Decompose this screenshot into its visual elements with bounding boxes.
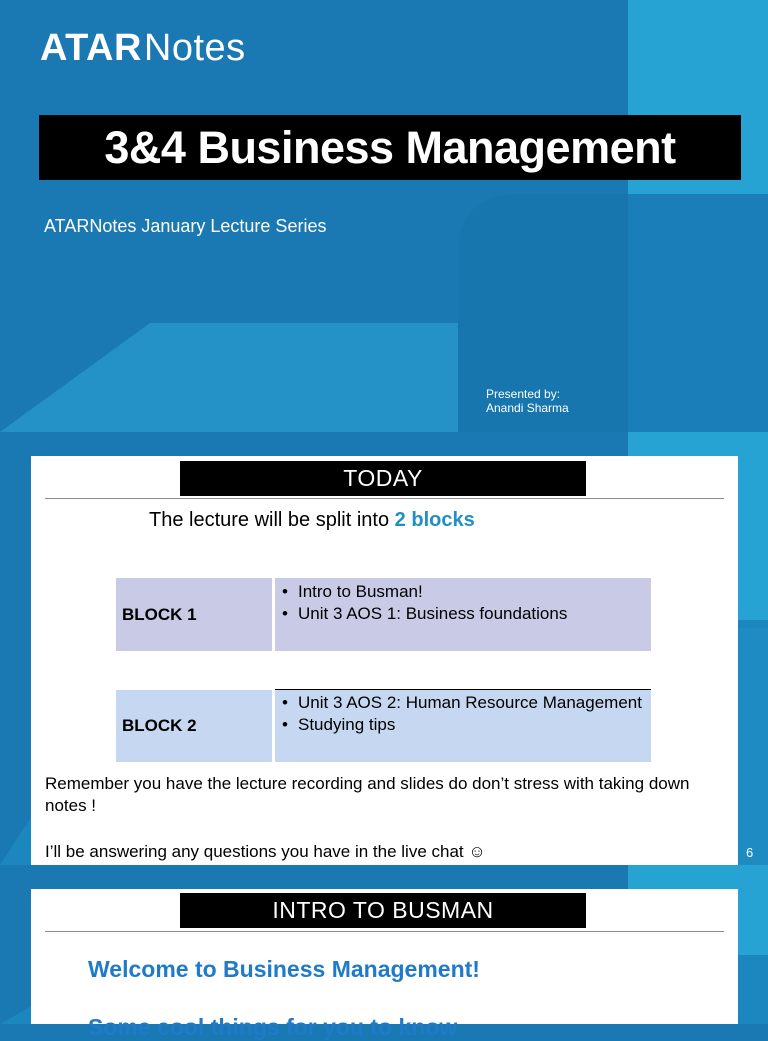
list-item: • Unit 3 AOS 1: Business foundations (282, 603, 643, 625)
welcome-heading: Welcome to Business Management! (88, 956, 480, 982)
list-item: • Intro to Busman! (282, 581, 643, 603)
course-title (39, 115, 741, 180)
list-item: • Unit 3 AOS 2: Human Resource Management (282, 692, 643, 714)
today-slide (31, 456, 738, 865)
intro-heading (180, 893, 586, 928)
presented-by-label: Presented by: (486, 387, 561, 401)
block-1-list (282, 581, 643, 625)
logo-bold-text: ATAR (40, 27, 142, 69)
block-2-label (116, 690, 272, 762)
lecture-split-prefix: The lecture will be split into (149, 509, 395, 531)
intro-heading-text: INTRO TO BUSMAN (272, 897, 494, 923)
presenter-name: Anandi Sharma (486, 401, 569, 415)
block-1-label-text: BLOCK 1 (122, 604, 197, 624)
block-2-list (282, 692, 643, 736)
today-heading (180, 461, 586, 496)
heading-divider (45, 498, 724, 499)
intro-slide (31, 889, 738, 1040)
list-item: • Studying tips (282, 714, 643, 736)
heading-divider (45, 931, 724, 932)
recording-note: Remember you have the lecture recording and slides do don’t stress with taking down notes ! (45, 774, 690, 815)
block-2-content (275, 690, 651, 762)
atarnotes-logo (40, 27, 246, 70)
page-number: 6 (746, 845, 754, 860)
logo-light-text: Notes (143, 27, 246, 69)
presenter-info (486, 387, 569, 415)
block-1-content (275, 578, 651, 651)
course-title-text: 3&4 Business Management (104, 121, 676, 173)
partial-heading: Some cool things for you to know (88, 1014, 458, 1040)
block-2-label-text: BLOCK 2 (122, 716, 197, 735)
lecture-split-line (149, 509, 475, 532)
live-chat-note: I’ll be answering any questions you have in the live chat ☺ (45, 842, 486, 861)
block-1-label (116, 578, 272, 651)
today-heading-text: TODAY (343, 465, 423, 491)
lecture-series-subtitle: ATARNotes January Lecture Series (44, 216, 327, 236)
lecture-split-highlight: 2 blocks (394, 509, 475, 531)
